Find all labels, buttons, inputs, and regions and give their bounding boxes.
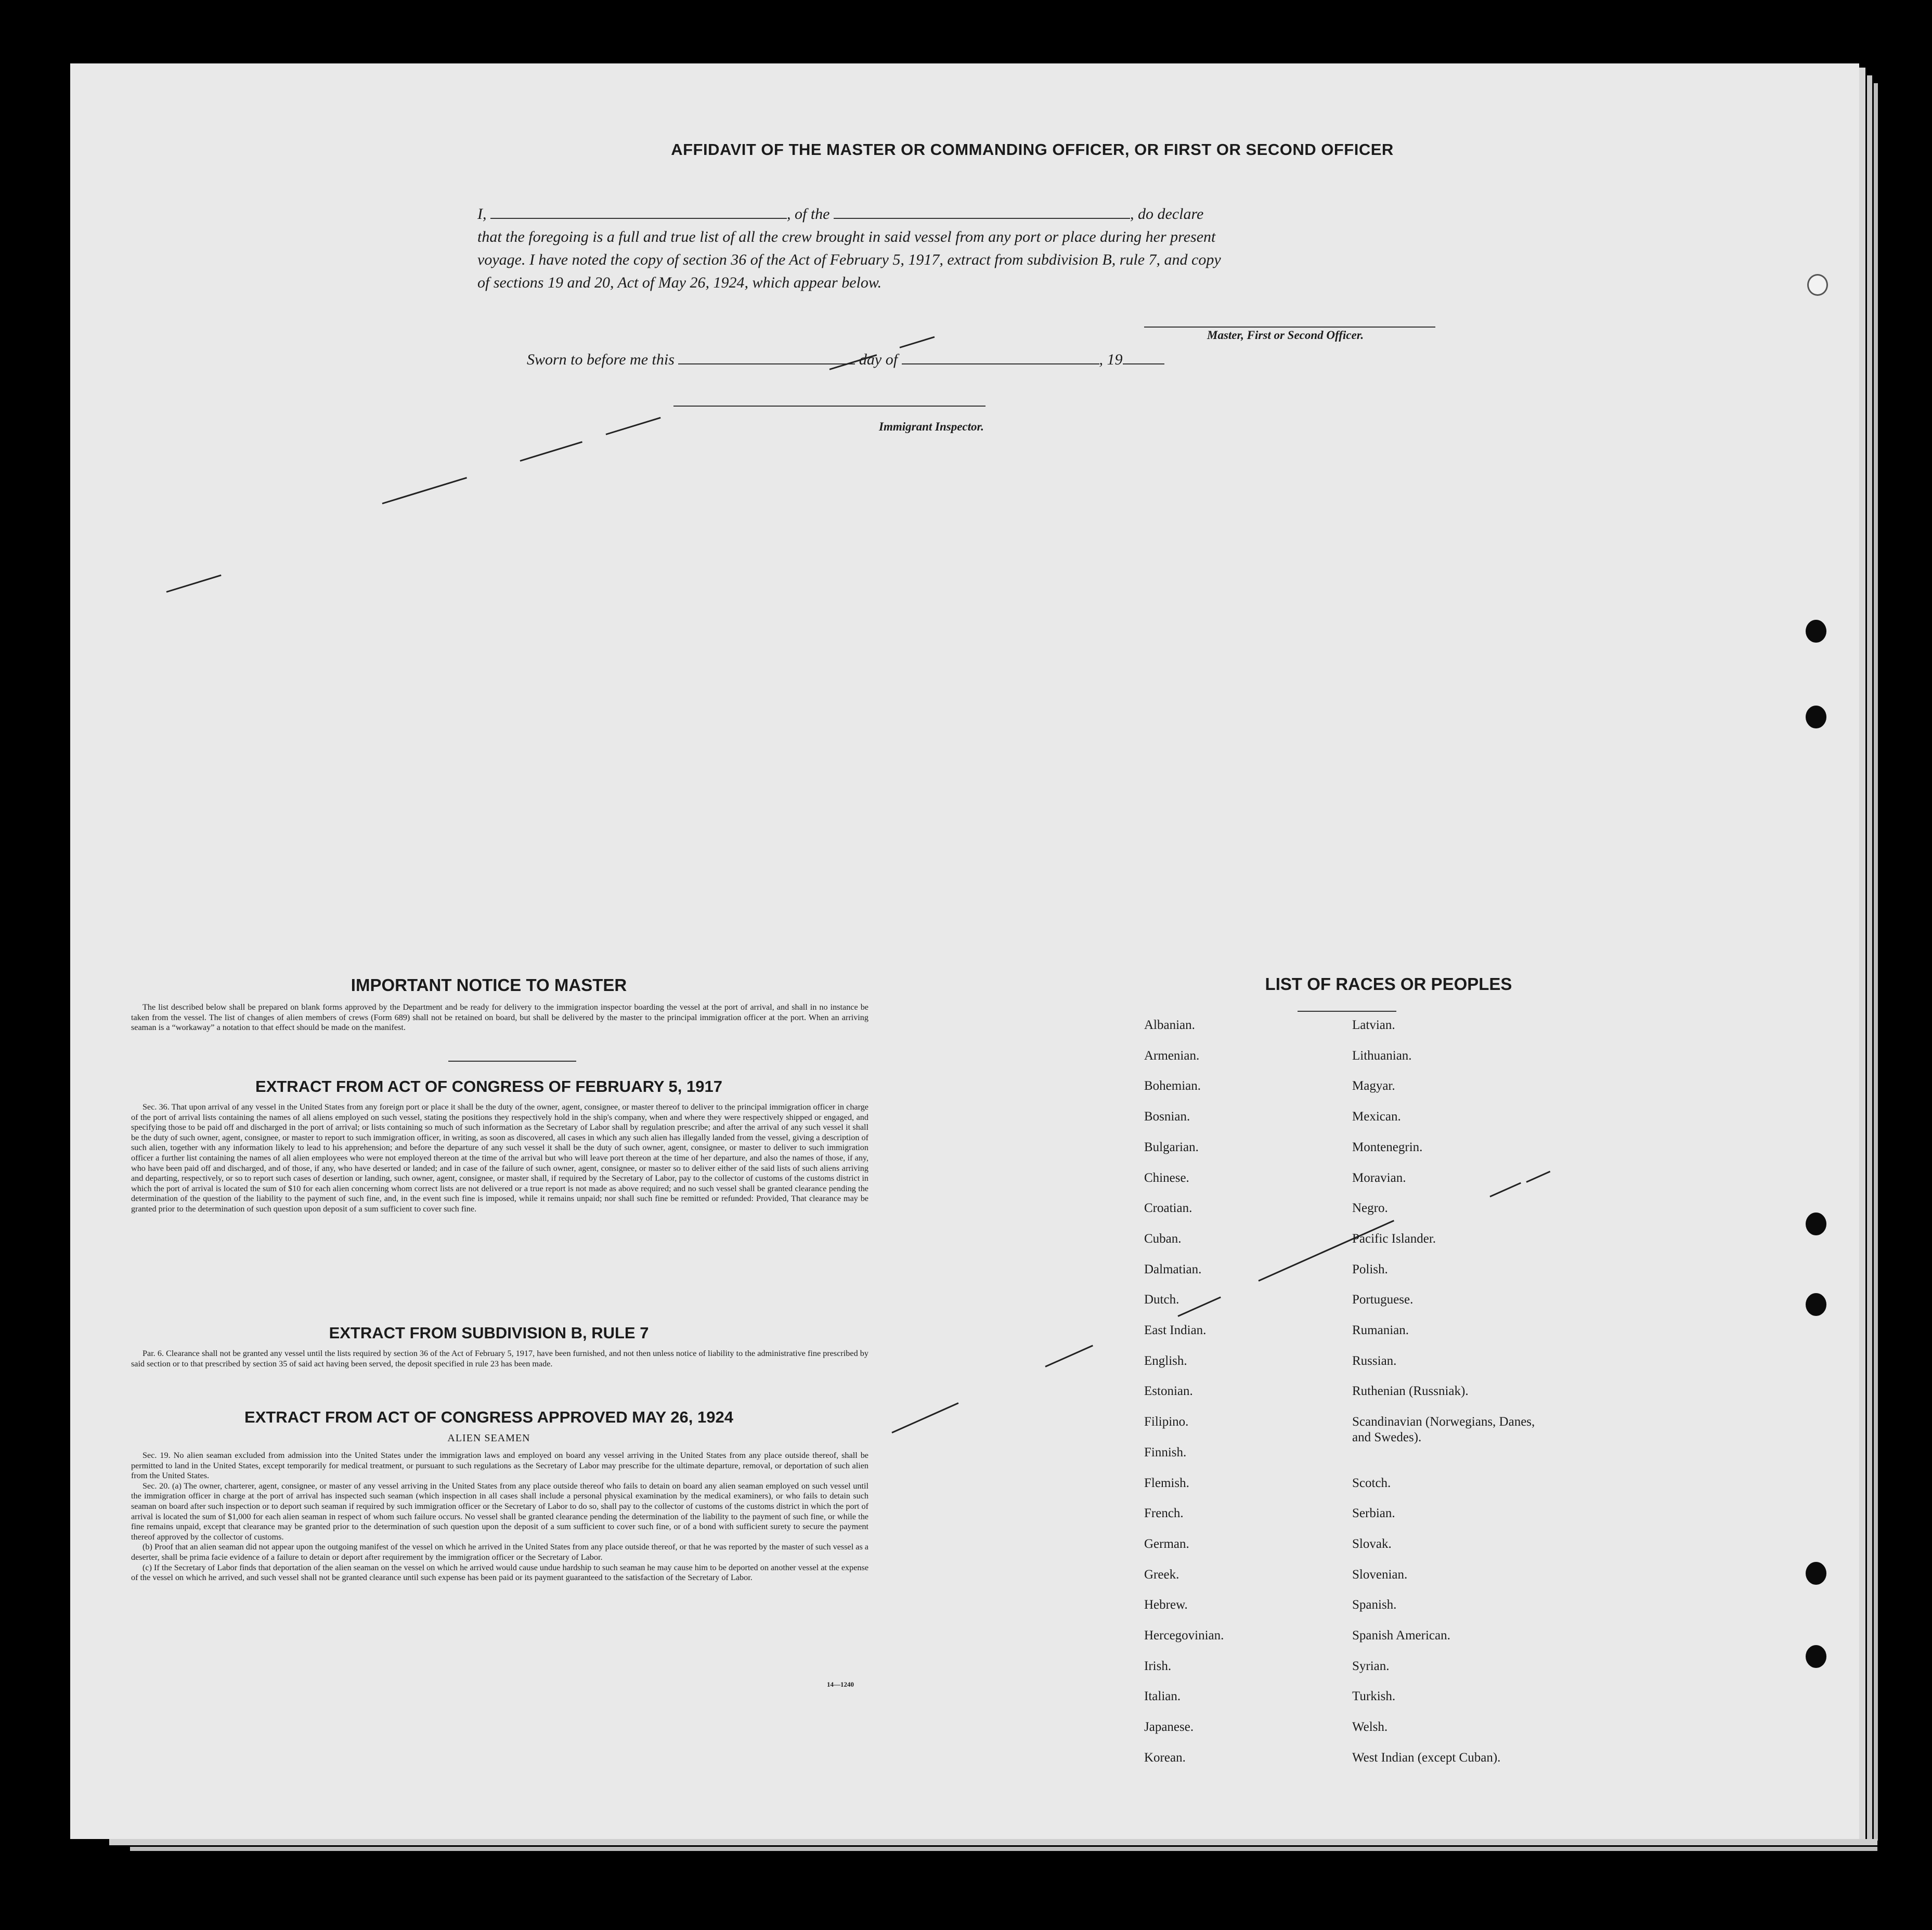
- punch-hole: [1806, 706, 1826, 728]
- race-item: Finnish.: [1144, 1445, 1187, 1459]
- pencil-mark: [382, 477, 467, 504]
- race-item: Chinese.: [1144, 1170, 1189, 1185]
- affidavit-line-4: of sections 19 and 20, Act of May 26, 1924, which appear below.: [477, 274, 882, 291]
- name-blank[interactable]: [490, 204, 787, 219]
- race-item: Magyar.: [1352, 1079, 1395, 1093]
- act-1924-sec20a: Sec. 20. (a) The owner, charterer, agent, consignee, or master of any vessel arriving in the United States from any place outside thereof who fails to detain on board any alien seaman employed on such vessel until the immigration officer in charge at the port of arrival has inspected such seaman (which inspection in all cases shall include a personal physical examination by the medical examiners), or who fails to detain such seaman on board after such inspection or to deport such seaman if required by such immigration officer or the Secretary of Labor to do so, shall pay to the collector of customs of the customs district in which the port of arrival is located the sum of $1,000 for each alien seaman in respect of whom such failure occurs. No vessel shall be granted clearance pending the determination of the liability to the payment of such fine, or while the fine remains unpaid, except that clearance may be granted prior to the determination of such question upon the deposit of a sum sufficient to cover such fine, or of a bond with sufficient surety to secure the payment thereof approved by the collector of customs.: [131, 1481, 868, 1542]
- race-item: Hercegovinian.: [1144, 1628, 1224, 1642]
- pencil-mark: [900, 336, 935, 348]
- punch-hole: [1806, 1212, 1826, 1235]
- rule-7-par6: Par. 6. Clearance shall not be granted any vessel until the lists required by section 36 of the Act of February 5, 1917, have been furnished, and not then unless notice of liability to the administrative fine prescribed by said section or to that prescribed by section 35 of said act having been served, the deposit specified in rule 23 has been made.: [131, 1349, 868, 1368]
- races-divider: [1298, 1011, 1396, 1012]
- race-item: Russian.: [1352, 1353, 1397, 1368]
- act-1924-text: [131, 1451, 868, 1583]
- affidavit-line-2: that the foregoing is a full and true list of all the crew brought in said vessel from any port or place during her present: [477, 228, 1216, 245]
- races-title: LIST OF RACES OR PEOPLES: [1265, 974, 1512, 994]
- document-page: [70, 63, 1859, 1839]
- signer-signature-line[interactable]: [1144, 327, 1435, 328]
- race-item: Welsh.: [1352, 1720, 1388, 1735]
- race-item: Japanese.: [1144, 1720, 1194, 1735]
- race-item: Bohemian.: [1144, 1079, 1201, 1093]
- punch-hole: [1806, 620, 1826, 643]
- race-item: East Indian.: [1144, 1323, 1207, 1337]
- race-item: West Indian (except Cuban).: [1352, 1750, 1501, 1765]
- sheet-edge: [1874, 83, 1878, 1841]
- race-item: Moravian.: [1352, 1170, 1406, 1185]
- race-item: English.: [1144, 1353, 1187, 1368]
- race-item: Cuban.: [1144, 1231, 1182, 1246]
- sworn-year-blank[interactable]: [1123, 350, 1164, 364]
- race-item: Polish.: [1352, 1262, 1388, 1276]
- act-1924-title: EXTRACT FROM ACT OF CONGRESS APPROVED MAY 26, 1924: [244, 1408, 733, 1426]
- notice-paragraph: The list described below shall be prepared on blank forms approved by the Department and be ready for delivery to the immigration inspector boarding the vessel at the port of arrival, and shall in no instance be taken from the vessel. The list of changes of alien members of crews (Form 689) shall not be retained on board, but shall be delivered by the master to the principal immigration officer at the port. When an arriving seaman is a “workaway” a notation to that effect should be made on the manifest.: [131, 1002, 868, 1033]
- race-item: Rumanian.: [1352, 1323, 1409, 1337]
- race-item: Estonian.: [1144, 1384, 1193, 1399]
- sheet-edge: [109, 1839, 1877, 1845]
- signer-label: Master, First or Second Officer.: [1207, 329, 1364, 342]
- rule-7-text: [131, 1349, 868, 1369]
- race-item: Latvian.: [1352, 1018, 1395, 1032]
- race-item: Portuguese.: [1352, 1293, 1414, 1307]
- pencil-mark: [606, 417, 661, 435]
- race-item: Italian.: [1144, 1689, 1181, 1704]
- race-item: Ruthenian (Russniak).: [1352, 1384, 1469, 1399]
- binding-ring: [1807, 274, 1828, 296]
- sheet-edge: [1867, 75, 1872, 1841]
- act-1924-sec19: Sec. 19. No alien seaman excluded from admission into the United States under the immigration laws and employed on board any vessel arriving in the United States from any place outside thereof, shall be permitted to land in the United States, except temporarily for medical treatment, or pursuant to such regulations as the Secretary of Labor may prescribe for the ultimate departure, removal, or deportation of such alien from the United States.: [131, 1451, 868, 1481]
- sheet-edge: [130, 1847, 1877, 1851]
- race-item: Dalmatian.: [1144, 1262, 1202, 1276]
- notice-title: IMPORTANT NOTICE TO MASTER: [351, 975, 627, 995]
- sworn-line: [527, 348, 1359, 371]
- race-item: Bosnian.: [1144, 1110, 1190, 1124]
- vessel-blank[interactable]: [834, 204, 1130, 219]
- act-1917-text: [131, 1102, 868, 1215]
- race-item: Slovak.: [1352, 1536, 1392, 1551]
- race-item: Scotch.: [1352, 1476, 1391, 1490]
- inspector-signature-line[interactable]: [673, 406, 986, 407]
- sworn-year: , 19: [1099, 351, 1123, 368]
- punch-hole: [1806, 1645, 1826, 1668]
- race-item: Irish.: [1144, 1659, 1172, 1673]
- pencil-mark: [1526, 1171, 1550, 1183]
- race-item: Hebrew.: [1144, 1598, 1188, 1612]
- race-item: Syrian.: [1352, 1659, 1390, 1673]
- sworn-text: Sworn to before me this: [527, 351, 675, 368]
- act-1924-sec20c: (c) If the Secretary of Labor finds that deportation of the alien seaman on the vessel on which he arrived would cause undue hardship to such seaman he may cause him to be deported on another vessel at the expense of the vessel on which he arrived, and such vessel shall not be granted clearance until such expense has been paid or its payment guaranteed to the satisfaction of the Secretary of Labor.: [131, 1562, 868, 1583]
- pencil-mark: [891, 1402, 958, 1433]
- punch-hole: [1806, 1562, 1826, 1585]
- race-item: French.: [1144, 1506, 1184, 1521]
- race-item: Croatian.: [1144, 1201, 1192, 1216]
- race-item: Spanish.: [1352, 1598, 1397, 1612]
- sheet-edge: [1859, 68, 1865, 1841]
- act-1924-subtitle: ALIEN SEAMEN: [447, 1432, 530, 1444]
- affidavit-declare: , do declare: [1130, 205, 1204, 223]
- pencil-mark: [1177, 1297, 1221, 1317]
- race-item: Greek.: [1144, 1567, 1179, 1582]
- race-item: Filipino.: [1144, 1415, 1189, 1429]
- race-item: Spanish American.: [1352, 1628, 1450, 1642]
- sworn-month-blank[interactable]: [902, 350, 1099, 364]
- affidavit-of-the: , of the: [787, 205, 830, 223]
- race-item: Scandinavian (Norwegians, Danes, and Swedes).: [1352, 1415, 1535, 1445]
- pencil-mark: [1489, 1182, 1521, 1197]
- race-item: Bulgarian.: [1144, 1140, 1199, 1154]
- pencil-mark: [520, 441, 582, 462]
- rule-7-title: EXTRACT FROM SUBDIVISION B, RULE 7: [329, 1324, 649, 1342]
- pencil-mark: [166, 575, 222, 593]
- act-1917-title: EXTRACT FROM ACT OF CONGRESS OF FEBRUARY 5, 1917: [255, 1077, 722, 1096]
- act-1924-sec20b: (b) Proof that an alien seaman did not appear upon the outgoing manifest of the vessel on which he arrived in the United States from any place outside thereof, or that he was reported by the master of such vessel as a deserter, shall be prima facie evidence of a failure to detain or deport after requirement by the immigration officer or the Secretary of Labor.: [131, 1542, 868, 1562]
- race-item: Negro.: [1352, 1201, 1388, 1216]
- divider: [448, 1061, 576, 1062]
- race-item: German.: [1144, 1536, 1189, 1551]
- race-item: Albanian.: [1144, 1018, 1195, 1032]
- affidavit-line-1: [477, 203, 1544, 226]
- sworn-day-of: day of: [859, 351, 898, 368]
- form-number: 14—1240: [827, 1680, 854, 1688]
- affidavit-title: AFFIDAVIT OF THE MASTER OR COMMANDING OFFICER, OR FIRST OR SECOND OFFICER: [671, 140, 1394, 159]
- race-item: Slovenian.: [1352, 1567, 1408, 1582]
- race-item: Flemish.: [1144, 1476, 1189, 1490]
- notice-text: [131, 1002, 868, 1033]
- sworn-day-blank[interactable]: [678, 350, 855, 364]
- act-1917-sec36: Sec. 36. That upon arrival of any vessel in the United States from any foreign port or place it shall be the duty of the owner, agent, consignee, or master thereof to deliver to the principal immigration officer in charge of the port of arrival lists containing the names of all aliens employed on such vessel, stating the positions they respectively hold in the ship's company, when and where they were respectively shipped or engaged, and specifying those to be paid off and discharged in the port of arrival; or lists containing so much of such information as the Secretary of Labor shall by regulation prescribe; and after the arrival of any such vessel it shall be the duty of such owner, agent, consignee, or master to report to such immigration officer, in writing, as soon as discovered, all cases in which any such alien has illegally landed from the vessel, giving a description of such alien, together with any information likely to lead to his apprehension; and before the departure of any such vessel it shall be the duty of such owner, agent, consignee, or master to deliver to such immigration officer a further list containing the names of all alien employees who were not employed thereon at the time of the arrival but who will leave port thereon at the time of her departure, and also the names of those, if any, who have been paid off and discharged, and of those, if any, who have deserted or landed; and in case of the failure of such owner, agent, consignee, or master so to deliver either of the said lists of such aliens arriving and departing, respectively, or so to report such cases of desertion or landing, such owner, agent, consignee, or master shall, if required by the Secretary of Labor, pay to the collector of customs of the customs district in which the port of arrival is located the sum of $10 for each alien concerning whom correct lists are not delivered or a true report is not made as above required; and no such vessel shall be granted clearance pending the determination of the question of the liability to the payment of such fine, and, in the event such fine is imposed, while it remains unpaid; nor shall such fine be remitted or refunded: Provided, That clearance may be granted prior to the determination of such question upon deposit of a sum sufficient to cover such fine.: [131, 1102, 868, 1214]
- race-item: Serbian.: [1352, 1506, 1395, 1521]
- race-item: Pacific Islander.: [1352, 1231, 1436, 1246]
- affidavit-i: I,: [477, 205, 487, 223]
- race-item: Lithuanian.: [1352, 1048, 1412, 1063]
- affidavit-line-3: voyage. I have noted the copy of section 36 of the Act of February 5, 1917, extract from subdivision B, rule 7, and copy: [477, 251, 1221, 268]
- race-item: Turkish.: [1352, 1689, 1396, 1704]
- race-item: Korean.: [1144, 1750, 1186, 1765]
- race-item: Mexican.: [1352, 1110, 1401, 1124]
- pencil-mark: [1045, 1345, 1093, 1367]
- race-item: Armenian.: [1144, 1048, 1200, 1063]
- race-item: Dutch.: [1144, 1293, 1179, 1307]
- race-item: Montenegrin.: [1352, 1140, 1423, 1154]
- punch-hole: [1806, 1293, 1826, 1316]
- inspector-label: Immigrant Inspector.: [879, 420, 984, 433]
